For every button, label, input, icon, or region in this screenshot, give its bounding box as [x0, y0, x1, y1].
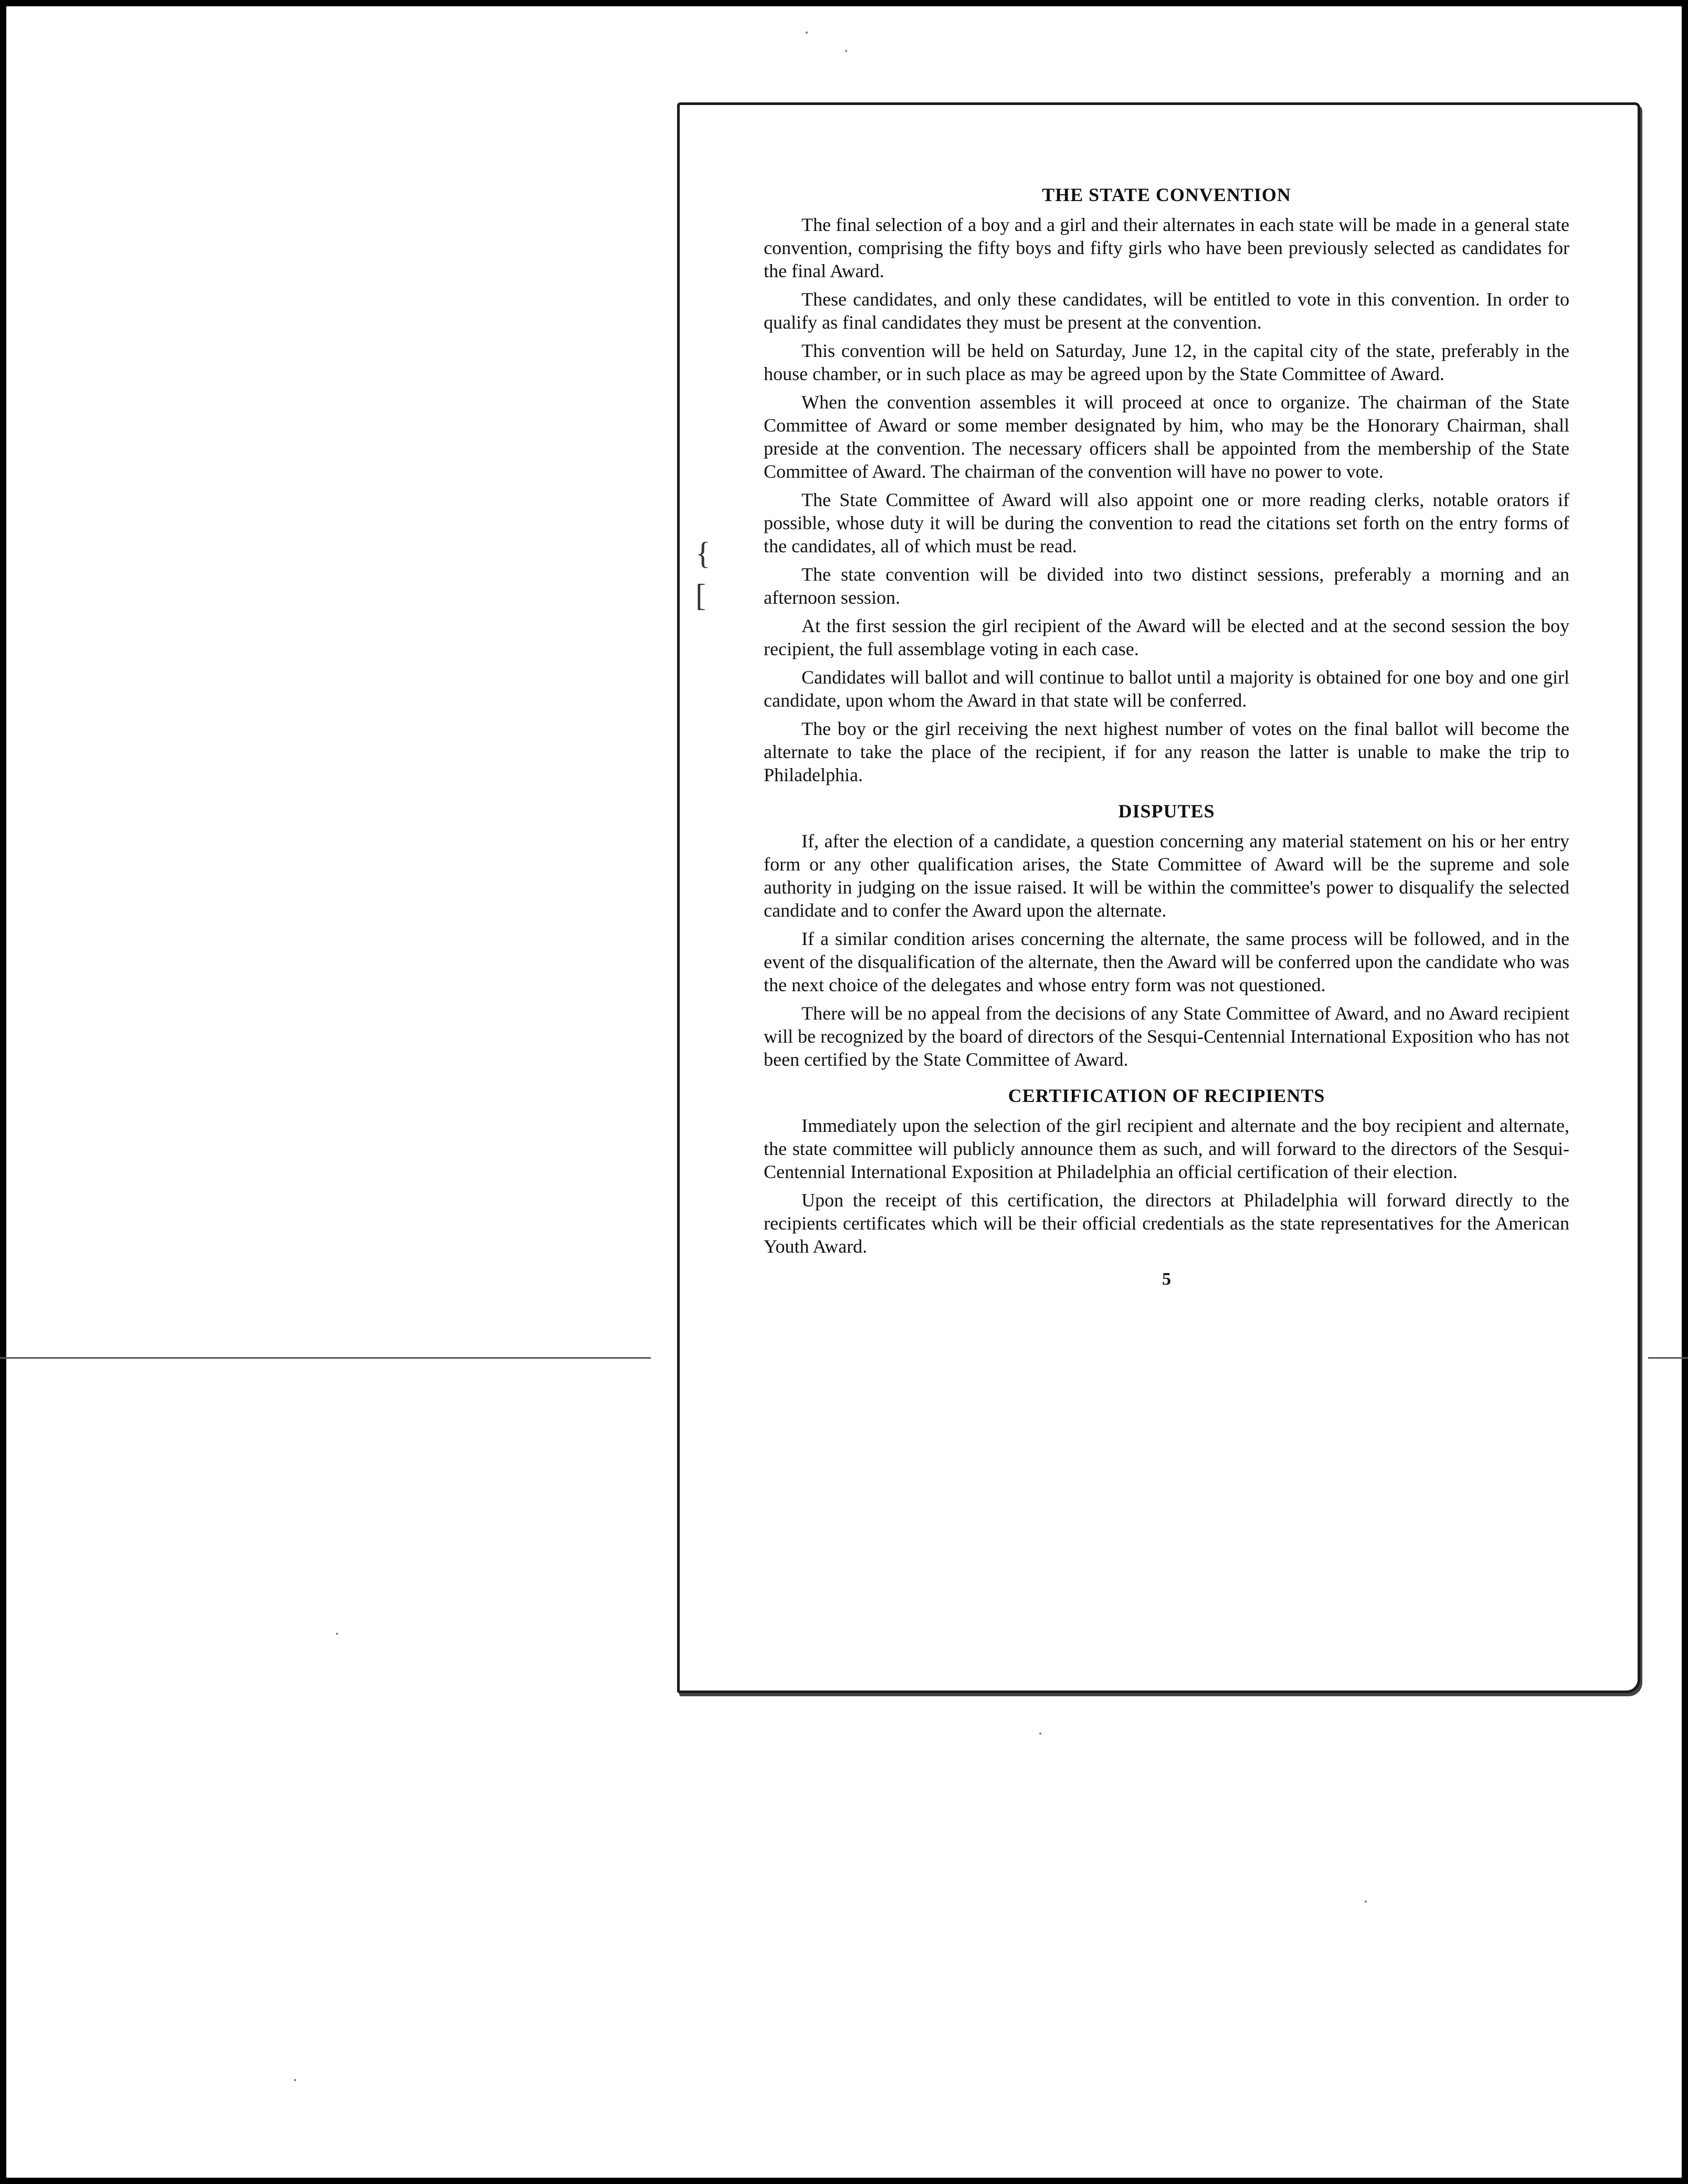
section-heading: CERTIFICATION OF RECIPIENTS [1008, 1085, 1325, 1106]
paragraph: Candidates will ballot and will continue to ballot until a majority is obtained for one boy and one girl candidate, upon whom the Award in that state will be conferred. [764, 667, 1569, 711]
scan-speck [1039, 1732, 1041, 1735]
paragraph: Upon the receipt of this certification, the directors at Philadelphia will forward directly to the recipients certificates which will be their official credentials as the state representatives for the American Youth Award. [764, 1190, 1569, 1257]
scan-speck [806, 32, 808, 34]
section-certification [764, 1085, 1569, 1258]
page-content [764, 184, 1569, 1289]
paragraph: When the convention assembles it will proceed at once to organize. The chairman of the State Committee of Award or some member designated by him, who may be the Honorary Chairman, shall preside at the convention. The necessary officers shall be appointed from the membership of the State Committee of Award. The chairman of the convention will have no power to vote. [764, 392, 1569, 482]
scan-speck [294, 2079, 296, 2081]
binding-mark: [ [695, 578, 706, 613]
section-heading: DISPUTES [1118, 801, 1215, 822]
paragraph: If a similar condition arises concerning the alternate, the same process will be followed, and in the event of the disqualification of the alternate, then the Award will be conferred upon the candidate who was the next choice of the delegates and whose entry form was not questioned. [764, 928, 1569, 995]
section-state-convention [764, 184, 1569, 786]
paragraph: These candidates, and only these candidates, will be entitled to vote in this convention. In order to qualify as final candidates they must be present at the convention. [764, 289, 1569, 333]
scan-speck [1365, 1900, 1367, 1903]
paragraph: The State Committee of Award will also appoint one or more reading clerks, notable orators if possible, whose duty it will be during the convention to read the citations set forth on the entry forms of the candidates, all of which must be read. [764, 489, 1569, 556]
section-disputes [764, 800, 1569, 1071]
paragraph: The state convention will be divided into two distinct sessions, preferably a morning and an afternoon session. [764, 564, 1569, 608]
paragraph: Immediately upon the selection of the girl recipient and alternate and the boy recipient and alternate, the state committee will publicly announce them as such, and will forward to the directors of the Sesqui-Centennial International Exposition at Philadelphia an official certification of their election. [764, 1115, 1569, 1182]
scan-speck [336, 1633, 338, 1635]
paragraph: At the first session the girl recipient of the Award will be elected and at the second session the boy recipient, the full assemblage voting in each case. [764, 615, 1569, 659]
document-page [677, 102, 1640, 1693]
page-number: 5 [1162, 1269, 1171, 1289]
binding-mark: { [695, 536, 711, 571]
paragraph: The final selection of a boy and a girl and their alternates in each state will be made in a general state convention, comprising the fifty boys and fifty girls who have been previously selected as candidates for the final Award. [764, 214, 1569, 281]
section-heading: THE STATE CONVENTION [1042, 184, 1291, 205]
paragraph: The boy or the girl receiving the next highest number of votes on the final ballot will become the alternate to take the place of the recipient, if for any reason the latter is unable to make the trip to Philadelphia. [764, 718, 1569, 785]
scan-speck [845, 50, 847, 52]
fold-line-left [0, 1357, 651, 1359]
fold-line-right [1648, 1357, 1688, 1359]
paragraph: If, after the election of a candidate, a question concerning any material statement on his or her entry form or any other qualification arises, the State Committee of Award will be the supreme and sole authority in judging on the issue raised. It will be within the committee's power to disqualify the selected candidate and to confer the Award upon the alternate. [764, 831, 1569, 921]
paragraph: There will be no appeal from the decisions of any State Committee of Award, and no Award recipient will be recognized by the board of directors of the Sesqui-Centennial International Exposition who has not been certified by the State Committee of Award. [764, 1003, 1569, 1070]
paragraph: This convention will be held on Saturday, June 12, in the capital city of the state, preferably in the house chamber, or in such place as may be agreed upon by the State Committee of Award. [764, 340, 1569, 384]
